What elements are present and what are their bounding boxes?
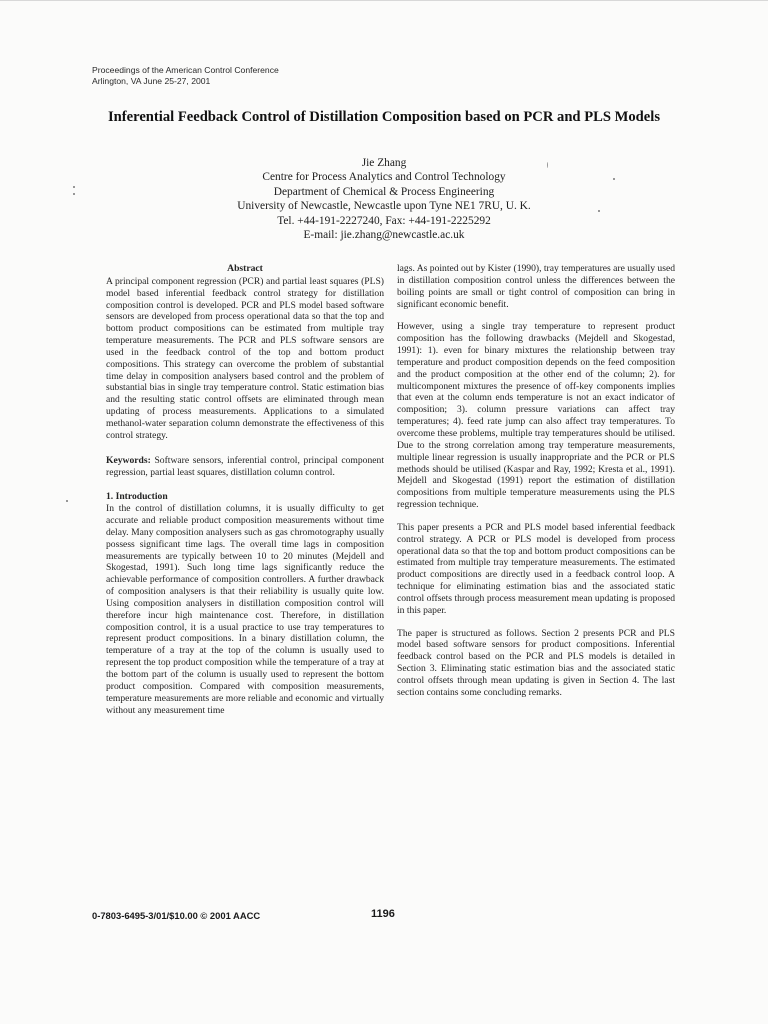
- top-edge-line: [0, 0, 768, 1]
- scan-speck: [66, 500, 68, 502]
- author-university: University of Newcastle, Newcastle upon Tyne NE1 7RU, U. K.: [237, 200, 531, 213]
- author-name: Jie Zhang: [361, 157, 407, 169]
- intro-paragraph-structure: The paper is structured as follows. Section 2 presents PCR and PLS model based software sensors for product compositions. Inferential feedback control based on the PCR and PLS models is detailed in Section 3. Eliminating static estimation bias and the associated static control offsets through mean updating is given in Section 4. The last section contains some concluding remarks.: [397, 627, 675, 698]
- author-email: E-mail: jie.zhang@newcastle.ac.uk: [303, 229, 465, 242]
- scan-speck: [73, 193, 75, 195]
- abstract-text: A principal component regression (PCR) and partial least squares (PLS) model based inferential feedback control strategy for distillation composition control is developed. PCR and PLS model based software sensors are developed from process operational data so that the top and bottom product compositions can be estimated from multiple tray temperature measurements. The PCR and PLS software sensors are used in the feedback control of the top and bottom product compositions. This strategy can overcome the problem of substantial time delay in composition analysers based control and the problem of substantial bias in single tray temperature control. Static estimation bias and the resulting static control offsets are eliminated through mean updating of process measurements. Applications to a simulated methanol-water separation column demonstrate the effectiveness of this control strategy.: [106, 275, 384, 441]
- footer-isbn: 0-7803-6495-3/01/$10.00 © 2001 AACC: [92, 910, 261, 921]
- proceedings-line-2: Arlington, VA June 25-27, 2001: [92, 75, 211, 86]
- scan-speck: [598, 210, 600, 212]
- right-column: [397, 263, 675, 699]
- author-centre: Centre for Process Analytics and Control Technology: [262, 171, 506, 184]
- introduction-heading: 1. Introduction: [106, 491, 168, 503]
- page-number: 1196: [371, 908, 395, 920]
- scan-speck: [547, 162, 548, 168]
- author-department: Department of Chemical & Process Engineering: [273, 185, 495, 198]
- introduction-text: In the control of distillation columns, it is usually difficulty to get accurate and reliable product composition measurements without time delay. Many composition analysers such as gas chromotography usually possess significant time lags. The overall time lags in composition measurements are typically between 10 to 20 minutes (Mejdell and Skogestad, 1991). Such long time lags significantly reduce the achievable performance of composition controllers. A further drawback of composition analysers is that their reliability is usually quite low. Using composition analysers in distillation composition control will therefore incur high maintenance cost. Therefore, in distillation composition control, it is a usual practice to use tray temperatures to represent product compositions. In a binary distillation column, the temperature of a tray at the top of the column is usually used to represent the top product composition while the temperature of a tray at the bottom part of the column is usually used to represent the bottom product composition. Compared with composition measurements, temperature measurements are more reliable and economic and virtually without any measurement time: [106, 503, 384, 716]
- intro-paragraph-continued: lags. As pointed out by Kister (1990), tray temperatures are usually used in distillation composition control unless the differences between the boiling points are small or tight control of composition can bring in significant economic benefit.: [397, 263, 675, 310]
- keywords-paragraph: [106, 455, 384, 479]
- intro-paragraph-drawbacks: However, using a single tray temperature to represent product composition has the following drawbacks (Mejdell and Skogestad, 1991): 1). even for binary mixtures the relationship between tray temperature and product composition depends on the feed composition and the product composition at the other end of the column; 2). for multicomponent mixtures the presence of off-key components implies that even at the column ends temperature is not an exact indicator of composition; 3). column pressure variations can affect tray temperatures; 4). feed rate jump can also affect tray temperatures. To overcome these problems, multiple tray temperatures should be utilised. Due to the strong correlation among tray temperature measurements, multiple linear regression is usually inappropriate and the PCR or PLS methods should be utilised (Kaspar and Ray, 1992; Kresta et al., 1991). Mejdell and Skogestad (1991) report the estimation of distillation compositions from multiple temperature measurements using the PLS regression technique.: [397, 321, 675, 511]
- scan-speck: [73, 186, 75, 188]
- author-block: [90, 156, 678, 242]
- proceedings-header: [92, 65, 279, 86]
- proceedings-line-1: Proceedings of the American Control Conference: [92, 65, 279, 75]
- intro-paragraph-strategy: This paper presents a PCR and PLS model based inferential feedback control strategy. A PCR or PLS model is developed from process operational data so that the top and bottom product compositions can be estimated from multiple tray temperature measurements. The estimated product compositions are directly used in a feedback control loop. A technique for eliminating estimation bias and the associated static control offsets through process measurement mean updating is proposed in this paper.: [397, 521, 675, 616]
- abstract-heading: Abstract: [227, 263, 263, 274]
- keywords-text: Software sensors, inferential control, principal component regression, partial least squares, distillation column control.: [106, 454, 384, 478]
- scan-speck: [613, 178, 615, 180]
- author-phone: Tel. +44-191-2227240, Fax: +44-191-2225292: [277, 214, 491, 227]
- paper-title: Inferential Feedback Control of Distillation Composition based on PCR and PLS Models: [107, 109, 661, 125]
- left-column: [106, 263, 384, 716]
- keywords-label: Keywords:: [106, 454, 151, 466]
